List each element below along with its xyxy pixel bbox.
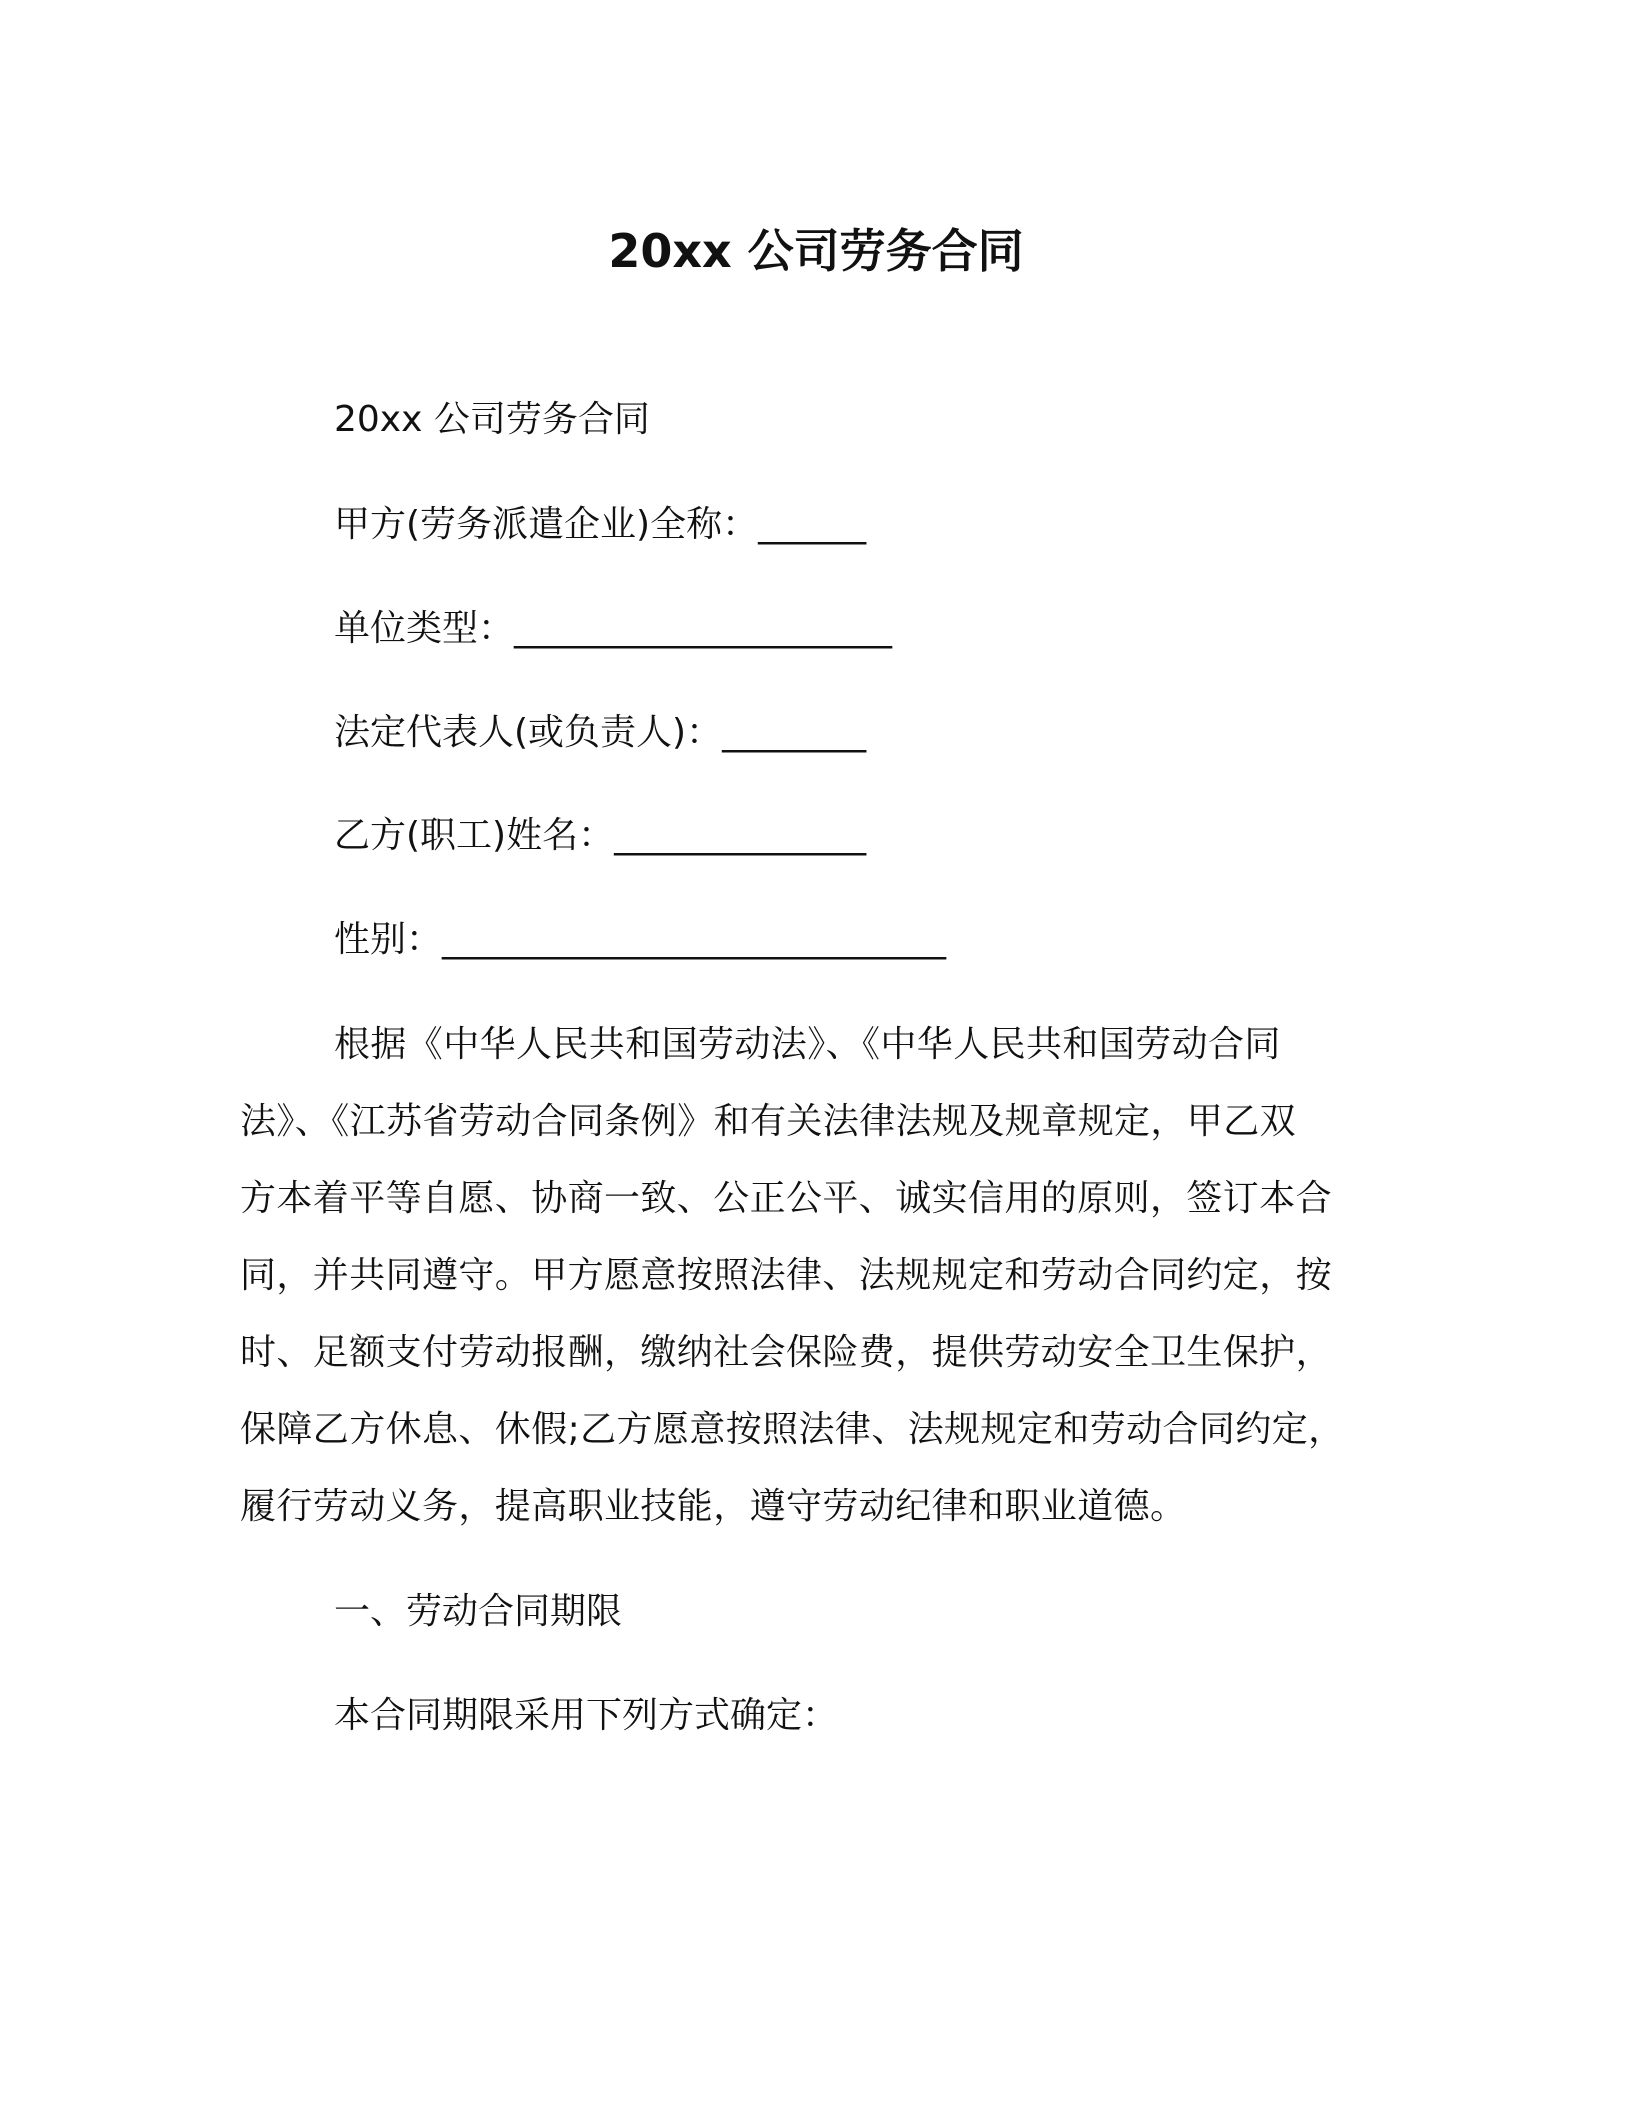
preamble-line: 履行劳动义务，提高职业技能，遵守劳动纪律和职业道德。 bbox=[240, 1486, 1187, 1527]
section-1-heading: 一、劳动合同期限 bbox=[334, 1591, 623, 1632]
preamble-line: 方本着平等自愿、协商一致、公正公平、诚实信用的原则，签订本合 bbox=[240, 1178, 1333, 1219]
section-1-text: 本合同期限采用下列方式确定： bbox=[334, 1695, 839, 1736]
unit-type-field: 单位类型：_____________________ bbox=[334, 608, 893, 649]
party-b-name-field: 乙方(职工)姓名：______________ bbox=[334, 815, 867, 856]
preamble-line: 时、足额支付劳动报酬，缴纳社会保险费，提供劳动安全卫生保护， bbox=[240, 1332, 1333, 1373]
preamble-paragraph bbox=[240, 1012, 1360, 1551]
preamble-line: 保障乙方休息、休假;乙方愿意按照法律、法规规定和劳动合同约定， bbox=[240, 1409, 1345, 1450]
preamble-line: 法》、《江苏省劳动合同条例》和有关法律法规及规章规定，甲乙双 bbox=[240, 1101, 1297, 1142]
gender-field: 性别：____________________________ bbox=[334, 919, 947, 960]
document-subtitle: 20xx 公司劳务合同 bbox=[334, 399, 650, 440]
preamble-line: 同，并共同遵守。甲方愿意按照法律、法规规定和劳动合同约定，按 bbox=[240, 1255, 1333, 1296]
legal-representative-field: 法定代表人(或负责人)：________ bbox=[334, 712, 867, 753]
document-title: 20xx 公司劳务合同 bbox=[608, 224, 1024, 278]
preamble-line: 根据《中华人民共和国劳动法》、《中华人民共和国劳动合同 bbox=[334, 1024, 1281, 1065]
party-a-name-field: 甲方(劳务派遣企业)全称：______ bbox=[334, 504, 867, 545]
